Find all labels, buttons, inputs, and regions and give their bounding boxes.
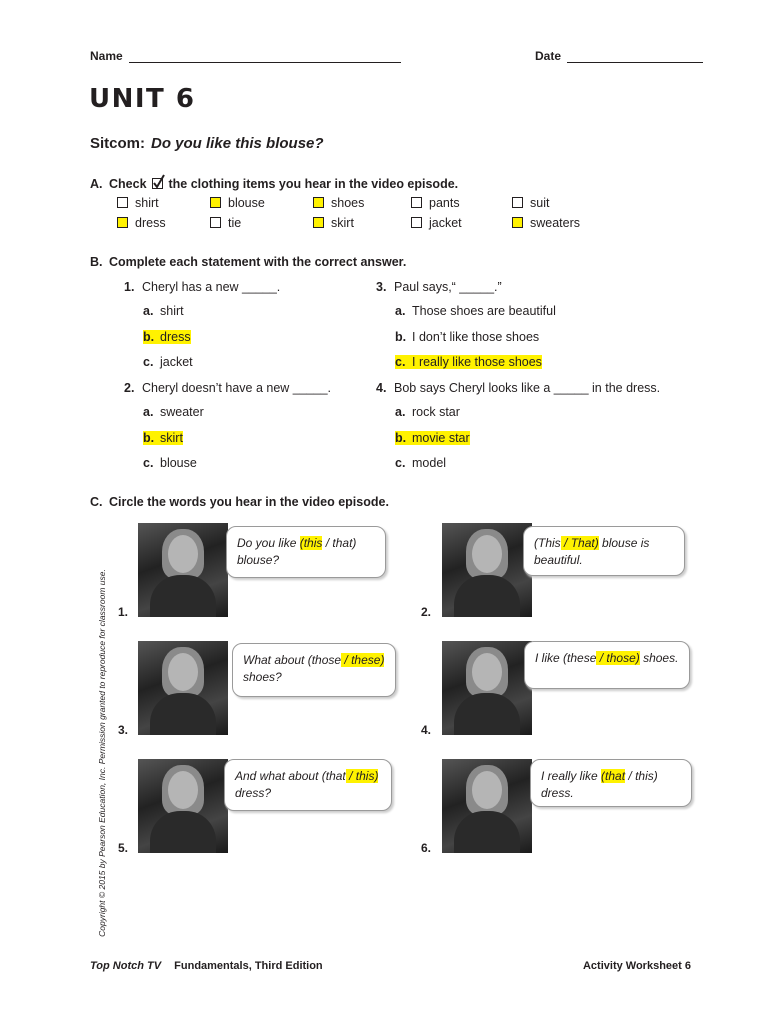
footer-left xyxy=(90,960,323,972)
word-separator: / xyxy=(625,769,636,783)
checkmark-icon xyxy=(152,178,163,189)
answer-option[interactable] xyxy=(395,330,539,344)
option-text: skirt xyxy=(160,430,183,445)
speech-bubble-1 xyxy=(226,526,386,578)
bubble-text-post: shoes? xyxy=(243,670,282,684)
answer-option[interactable] xyxy=(395,355,542,369)
name-label: Name xyxy=(90,49,123,63)
date-underline xyxy=(567,50,703,63)
question-4 xyxy=(376,381,660,395)
checkbox-icon[interactable] xyxy=(411,197,422,208)
section-a-heading xyxy=(90,177,458,191)
video-still-6 xyxy=(442,759,532,853)
option-text: I really like those shoes xyxy=(412,355,542,369)
clothing-item-sweaters[interactable] xyxy=(512,216,580,230)
section-b-title: Complete each statement with the correct answer. xyxy=(109,255,407,269)
answer-option[interactable] xyxy=(143,431,183,445)
paren-open: ( xyxy=(601,769,606,783)
option-letter: c. xyxy=(395,456,406,470)
option-letter: a. xyxy=(395,405,406,419)
clothing-item-shirt[interactable] xyxy=(117,196,159,210)
checkbox-icon[interactable] xyxy=(411,217,422,228)
clothing-item-dress[interactable] xyxy=(117,216,166,230)
bubble-text-pre: I like xyxy=(535,651,564,665)
answer-text xyxy=(143,355,193,369)
word-choice-1[interactable]: these xyxy=(567,651,597,665)
paren-open: ( xyxy=(299,536,304,550)
section-c-prefix: C. xyxy=(90,495,103,509)
word-choice-2[interactable]: this xyxy=(635,769,654,783)
option-text: model xyxy=(412,456,447,470)
highlighted-answer xyxy=(395,431,470,445)
speech-bubble-5 xyxy=(224,759,392,811)
speech-bubble-6 xyxy=(530,759,692,807)
option-text: I don’t like those shoes xyxy=(412,329,540,344)
date-field[interactable] xyxy=(535,49,703,63)
question-text: Bob says Cheryl looks like a _____ in the dress. xyxy=(394,381,661,395)
option-text: rock star xyxy=(412,405,460,419)
checkbox-icon[interactable] xyxy=(210,197,221,208)
option-letter: a. xyxy=(143,304,154,318)
clothing-item-label: jacket xyxy=(429,216,462,230)
checkbox-icon[interactable] xyxy=(117,197,128,208)
option-letter: b. xyxy=(143,329,155,344)
option-text: shirt xyxy=(160,304,184,318)
bubble-text-pre: I really like xyxy=(541,769,602,783)
paren-close: ) xyxy=(352,536,357,550)
answer-text xyxy=(143,405,204,419)
section-a-text-before: Check xyxy=(109,177,147,191)
answer-text xyxy=(395,456,446,470)
answer-option[interactable] xyxy=(395,456,446,470)
word-separator: / xyxy=(560,536,571,550)
section-a-prefix: A. xyxy=(90,177,103,191)
answer-text xyxy=(143,304,184,318)
name-field[interactable] xyxy=(90,49,401,63)
clothing-item-label: tie xyxy=(228,216,242,230)
question-text: Cheryl doesn’t have a new _____. xyxy=(142,381,332,395)
clothing-item-label: sweaters xyxy=(530,216,581,230)
answer-option[interactable] xyxy=(143,355,193,369)
word-choice-2[interactable]: those xyxy=(606,651,636,665)
section-c-heading xyxy=(90,495,389,509)
date-label: Date xyxy=(535,49,562,63)
panel-number: 2. xyxy=(421,605,432,619)
question-number: 1. xyxy=(124,280,135,294)
panel-number: 5. xyxy=(118,841,129,855)
option-letter: a. xyxy=(395,304,406,318)
answer-option[interactable] xyxy=(143,456,197,470)
answer-text xyxy=(395,405,460,419)
paren-open: ( xyxy=(307,653,312,667)
checkbox-icon[interactable] xyxy=(117,217,128,228)
clothing-item-skirt[interactable] xyxy=(313,216,354,230)
clothing-item-label: skirt xyxy=(331,216,354,230)
section-b-heading xyxy=(90,255,406,269)
option-letter: c. xyxy=(143,355,154,369)
bubble-text-pre: Do you like xyxy=(237,536,300,550)
clothing-item-suit[interactable] xyxy=(512,196,549,210)
paren-close: ) xyxy=(635,651,640,665)
word-choice-1[interactable]: that xyxy=(605,769,626,783)
option-text: blouse xyxy=(160,456,197,470)
clothing-item-label: pants xyxy=(429,196,460,210)
paren-open: ( xyxy=(563,651,568,665)
answer-option[interactable] xyxy=(395,431,470,445)
clothing-item-shoes[interactable] xyxy=(313,196,364,210)
sitcom-label: Sitcom: xyxy=(90,135,146,152)
option-text: dress xyxy=(160,329,191,344)
section-c-title: Circle the words you hear in the video episode. xyxy=(109,495,389,509)
clothing-item-jacket[interactable] xyxy=(411,216,462,230)
word-choice-2[interactable]: that xyxy=(332,536,353,550)
question-number: 4. xyxy=(376,381,387,395)
highlighted-answer xyxy=(143,330,191,344)
answer-text xyxy=(395,304,556,318)
answer-option[interactable] xyxy=(395,304,556,318)
word-choice-1[interactable]: this xyxy=(303,536,323,550)
bubble-text-post: dress. xyxy=(541,786,574,800)
word-choice-2[interactable]: these xyxy=(351,653,381,667)
sitcom-title: Do you like this blouse? xyxy=(151,135,324,152)
question-1 xyxy=(124,280,280,294)
clothing-item-label: suit xyxy=(530,196,550,210)
paren-open: ( xyxy=(321,769,326,783)
word-separator: / xyxy=(345,769,356,783)
paren-close: ) xyxy=(594,536,599,550)
paren-close: ) xyxy=(653,769,658,783)
clothing-item-label: shoes xyxy=(331,196,365,210)
option-text: sweater xyxy=(160,405,204,419)
option-text: jacket xyxy=(160,355,193,369)
panel-number: 6. xyxy=(421,841,432,855)
video-still-5 xyxy=(138,759,228,853)
option-text: movie star xyxy=(412,430,470,445)
paren-open: ( xyxy=(534,536,538,550)
question-text: Cheryl has a new _____. xyxy=(142,280,281,294)
speech-bubble-3 xyxy=(232,643,396,697)
word-separator: / xyxy=(341,653,352,667)
word-choice-2[interactable]: That xyxy=(570,536,595,550)
question-2 xyxy=(124,381,331,395)
bubble-text-post: dress? xyxy=(235,786,272,800)
clothing-item-label: dress xyxy=(135,216,166,230)
word-choice-1[interactable]: that xyxy=(325,769,346,783)
bubble-text-pre: What about xyxy=(243,653,308,667)
checkbox-icon[interactable] xyxy=(210,217,221,228)
sitcom-heading xyxy=(90,135,324,152)
answer-option[interactable] xyxy=(143,405,204,419)
paren-close: ) xyxy=(374,769,379,783)
option-text: Those shoes are beautiful xyxy=(412,304,556,318)
question-number: 3. xyxy=(376,280,387,294)
clothing-item-label: blouse xyxy=(228,196,265,210)
checkbox-icon[interactable] xyxy=(512,197,523,208)
section-b-prefix: B. xyxy=(90,255,103,269)
option-letter: a. xyxy=(143,405,154,419)
bubble-text-post: shoes. xyxy=(639,651,679,665)
panel-number: 3. xyxy=(118,723,129,737)
bubble-text-pre: And what about xyxy=(235,769,322,783)
footer-edition: Fundamentals, Third Edition xyxy=(174,960,323,972)
panel-number: 1. xyxy=(118,605,129,619)
clothing-item-tie[interactable] xyxy=(210,216,241,230)
highlighted-answer xyxy=(395,355,542,369)
word-separator: / xyxy=(596,651,607,665)
word-choice-1[interactable]: those xyxy=(311,653,342,667)
answer-text xyxy=(143,456,197,470)
video-still-2 xyxy=(442,523,532,617)
option-letter: c. xyxy=(143,456,154,470)
option-letter: b. xyxy=(395,329,407,344)
footer-series: Top Notch TV xyxy=(90,960,162,972)
checkbox-icon[interactable] xyxy=(512,217,523,228)
bubble-text-post: blouse? xyxy=(237,553,280,567)
clothing-item-label: shirt xyxy=(135,196,159,210)
word-choice-2[interactable]: this xyxy=(355,769,375,783)
section-a-text-after: the clothing items you hear in the video episode. xyxy=(168,177,459,191)
video-still-1 xyxy=(138,523,228,617)
copyright-notice: Copyright © 2015 by Pearson Education, Inc. Permission granted to reproduce for classroom use. xyxy=(97,569,107,937)
video-still-3 xyxy=(138,641,228,735)
answer-text xyxy=(395,330,539,344)
speech-bubble-2 xyxy=(523,526,685,576)
name-underline xyxy=(129,50,401,63)
footer-worksheet: Activity Worksheet 6 xyxy=(582,960,691,972)
panel-number: 4. xyxy=(421,723,432,737)
answer-option[interactable] xyxy=(143,304,184,318)
video-still-4 xyxy=(442,641,532,735)
option-letter: b. xyxy=(395,430,407,445)
word-separator: / xyxy=(322,536,333,550)
answer-option[interactable] xyxy=(143,330,191,344)
word-choice-1[interactable]: This xyxy=(538,536,561,550)
option-letter: b. xyxy=(143,430,155,445)
clothing-item-blouse[interactable] xyxy=(210,196,265,210)
question-number: 2. xyxy=(124,381,135,395)
option-letter: c. xyxy=(395,355,406,369)
question-3 xyxy=(376,280,502,294)
question-text: Paul says,“ _____.” xyxy=(394,280,502,294)
checkbox-icon[interactable] xyxy=(313,217,324,228)
checkbox-icon[interactable] xyxy=(313,197,324,208)
bubble-text-post: blouse is beautiful. xyxy=(534,536,650,567)
paren-close: ) xyxy=(380,653,385,667)
highlighted-answer xyxy=(143,431,183,445)
answer-option[interactable] xyxy=(395,405,460,419)
speech-bubble-4 xyxy=(524,641,690,689)
clothing-item-pants[interactable] xyxy=(411,196,460,210)
unit-title: UNIT 6 xyxy=(89,84,196,114)
